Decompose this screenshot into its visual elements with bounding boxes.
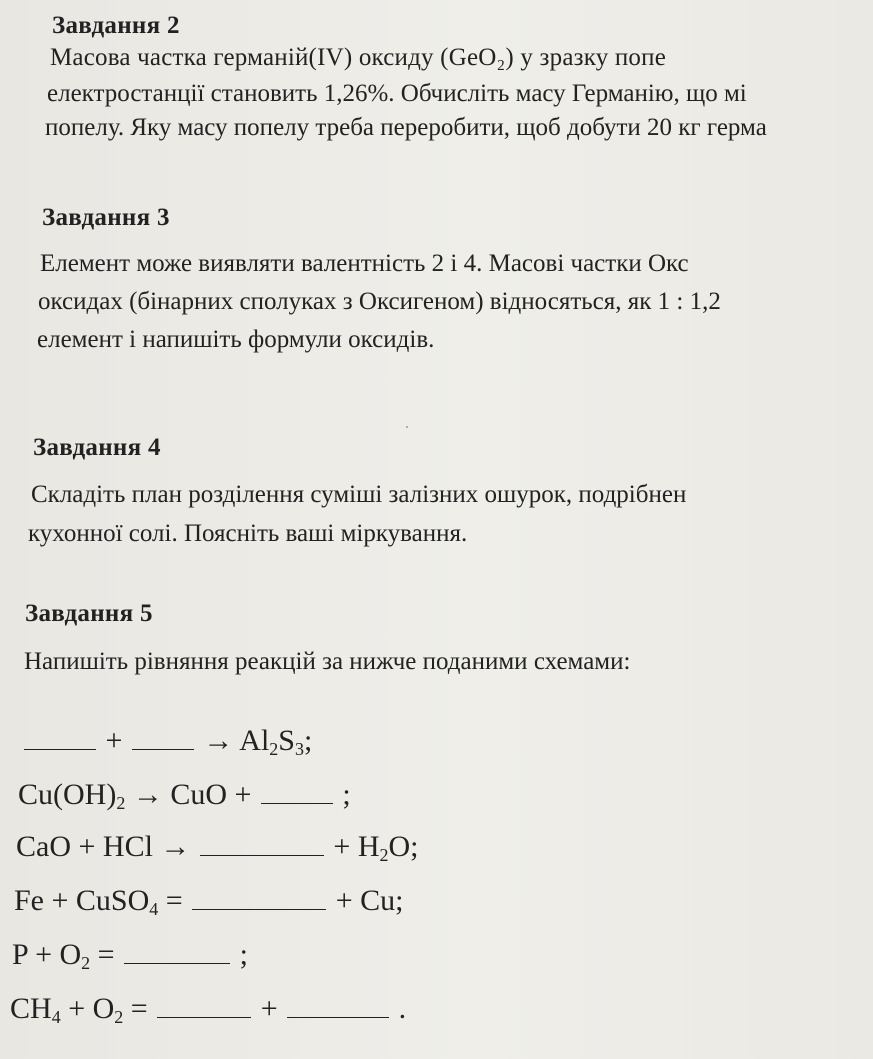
eq6-end: . <box>398 992 407 1025</box>
eq3-product-2: O; <box>388 830 419 863</box>
eq2-product: CuO + <box>170 778 252 811</box>
eq3-blank[interactable] <box>200 833 324 856</box>
eq1-product-al: Al <box>239 724 270 757</box>
eq1-product-s: S <box>278 724 295 757</box>
task4-title: Завдання 4 <box>33 434 161 461</box>
equation-2 <box>18 778 873 812</box>
eq1-plus: + <box>105 724 123 757</box>
eq2-end: ; <box>342 778 351 811</box>
eq4-sub-1: 4 <box>149 899 159 918</box>
task2-line-3: попелу. Яку масу попелу треба переробити, щоб добути 20 кг герма <box>45 114 767 141</box>
eq6-reactant-2: + O <box>68 992 115 1025</box>
eq5-blank[interactable] <box>124 941 230 964</box>
eq1-blank-1[interactable] <box>24 727 96 750</box>
eq5-reactants: P + O <box>12 938 82 971</box>
eq3-sub-1: 2 <box>379 845 389 864</box>
equation-4 <box>14 884 873 918</box>
task4-line-1: Складіть план розділення суміші залізних ошурок, подрібнен <box>31 481 687 508</box>
eq4-equals: = <box>165 884 183 917</box>
eq6-sub-1: 4 <box>51 1007 61 1026</box>
eq4-blank[interactable] <box>192 887 326 910</box>
task3-title: Завдання 3 <box>42 204 170 231</box>
eq6-plus: + <box>260 992 278 1025</box>
eq2-arrow: → <box>132 778 163 811</box>
task3-line-3: елемент і напишіть формули оксидів. <box>37 326 435 353</box>
task3-line-2: оксидах (бінарних сполуках з Оксигеном) відносяться, як 1 : 1,2 <box>38 288 721 315</box>
equation-6 <box>10 992 873 1026</box>
eq1-blank-2[interactable] <box>132 727 194 750</box>
task4-line-2: кухонної солі. Поясніть ваші міркування. <box>28 520 468 547</box>
eq2-blank[interactable] <box>261 781 333 804</box>
eq1-sub-2: 3 <box>294 739 304 758</box>
eq2-sub-1: 2 <box>116 793 126 812</box>
equation-5 <box>12 938 873 972</box>
task5-title: Завдання 5 <box>25 600 153 627</box>
paper-speck <box>406 426 408 428</box>
eq6-sub-2: 2 <box>114 1007 124 1026</box>
eq6-blank-1[interactable] <box>157 995 251 1018</box>
task2-line-2: електростанції становить 1,26%. Обчисліть масу Германію, що мі <box>47 80 747 107</box>
equation-1 <box>22 724 873 758</box>
eq2-reactant: Cu(OH) <box>18 778 117 811</box>
eq6-equals: = <box>130 992 148 1025</box>
eq5-sub-1: 2 <box>81 953 91 972</box>
task3-line-1: Елемент може виявляти валентність 2 і 4. Масові частки Окс <box>40 250 689 277</box>
eq1-end: ; <box>303 724 313 757</box>
eq5-end: ; <box>239 938 248 971</box>
eq6-blank-2[interactable] <box>287 995 389 1018</box>
eq3-product: + H <box>333 830 380 863</box>
eq1-arrow: → <box>203 724 234 757</box>
eq6-reactant-1: CH <box>10 992 52 1025</box>
eq5-equals: = <box>97 938 115 971</box>
task5-intro: Напишіть рівняння реакцій за нижче поданими схемами: <box>24 648 631 675</box>
eq4-reactants: Fe + CuSO <box>14 884 150 917</box>
eq3-reactants: CaO + HCl → <box>16 830 191 863</box>
eq1-sub-1: 2 <box>269 739 279 758</box>
task2-title: Завдання 2 <box>52 12 180 39</box>
task2-line-1: Масова частка германій(IV) оксиду (GeO₂) у зразку попе <box>50 44 666 71</box>
eq4-product: + Cu; <box>335 884 404 917</box>
equation-3 <box>16 830 873 864</box>
